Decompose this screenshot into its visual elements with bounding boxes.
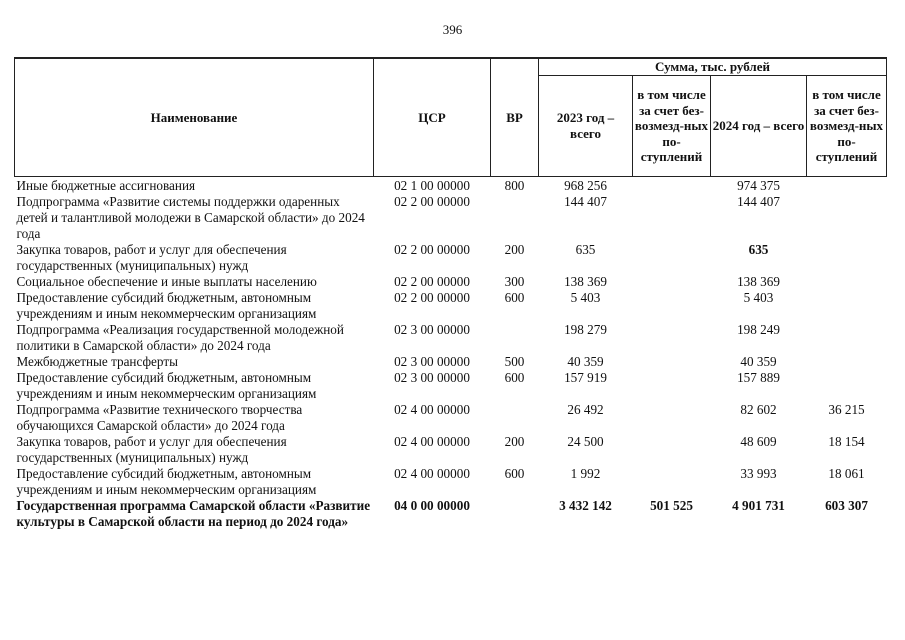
row-2024-total: 4 901 731: [732, 498, 785, 513]
row-2023-total: 138 369: [564, 274, 607, 289]
row-2023-gratuitous: [633, 354, 711, 370]
row-2023-total: 5 403: [570, 290, 601, 305]
row-2023-gratuitous: [633, 242, 711, 274]
row-vr: 600: [504, 466, 525, 481]
row-2024-total: 33 993: [740, 466, 777, 481]
row-2024-total: 144 407: [737, 194, 780, 209]
row-2024-total: 198 249: [737, 322, 780, 337]
row-2023-gratuitous: [633, 177, 711, 195]
row-2024-total: 974 375: [737, 178, 780, 193]
row-name: Подпрограмма «Реализация государственной молодежной политики в Самарской области» до 2024 года: [16, 322, 344, 353]
row-2024-gratuitous: 18 154: [828, 434, 865, 449]
header-vr: ВР: [491, 58, 539, 177]
row-csr: 02 4 00 00000: [394, 402, 470, 417]
table-row: [15, 322, 887, 354]
table-row: [15, 194, 887, 242]
row-name: Межбюджетные трансферты: [16, 354, 178, 369]
row-2023-total: 24 500: [567, 434, 604, 449]
row-2024-total: 5 403: [743, 290, 774, 305]
row-2023-gratuitous: [633, 290, 711, 322]
row-2023-total: 144 407: [564, 194, 607, 209]
header-name: Наименование: [15, 58, 374, 177]
table-row: [15, 466, 887, 498]
row-vr: 200: [504, 242, 525, 257]
row-2023-gratuitous: [633, 466, 711, 498]
row-vr: 300: [504, 274, 525, 289]
header-2023-total: 2023 год – всего: [539, 76, 633, 177]
row-2023-gratuitous: [633, 194, 711, 242]
header-sum-group: Сумма, тыс. рублей: [539, 58, 887, 76]
row-2024-total: 82 602: [740, 402, 777, 417]
row-2023-gratuitous: [633, 402, 711, 434]
header-2023-gratuitous: в том числе за счет без-возмезд-ных по-ступлений: [633, 76, 711, 177]
page-number: 396: [442, 22, 463, 37]
row-name: Закупка товаров, работ и услуг для обеспечения государственных (муниципальных) нужд: [16, 242, 287, 273]
table-row: [15, 242, 887, 274]
row-vr: 600: [504, 290, 525, 305]
row-2023-gratuitous: [633, 370, 711, 402]
row-2023-total: 40 359: [567, 354, 604, 369]
row-name: Предоставление субсидий бюджетным, автономным учреждениям и иным некоммерческим организациям: [16, 370, 317, 401]
table-row: [15, 498, 887, 530]
row-2024-total: 157 889: [737, 370, 780, 385]
row-vr: 600: [504, 370, 525, 385]
row-2024-gratuitous: [807, 370, 887, 402]
table-row: [15, 370, 887, 402]
row-2024-gratuitous: [807, 242, 887, 274]
row-2024-total: 138 369: [737, 274, 780, 289]
row-csr: 02 4 00 00000: [394, 434, 470, 449]
row-2023-total: 198 279: [564, 322, 607, 337]
header-2024-gratuitous: в том числе за счет без-возмезд-ных по-ступлений: [807, 76, 887, 177]
row-name: Предоставление субсидий бюджетным, автономным учреждениям и иным некоммерческим организациям: [16, 290, 317, 321]
budget-table: [14, 57, 887, 530]
table-row: [15, 274, 887, 290]
row-2023-total: 3 432 142: [559, 498, 612, 513]
row-2024-gratuitous: [807, 322, 887, 354]
table-row: [15, 434, 887, 466]
row-2024-gratuitous: 36 215: [828, 402, 865, 417]
row-csr: 02 2 00 00000: [394, 194, 470, 209]
table-row: [15, 290, 887, 322]
row-2023-total: 157 919: [564, 370, 607, 385]
row-2023-total: 26 492: [567, 402, 604, 417]
table-row: [15, 402, 887, 434]
row-name: Иные бюджетные ассигнования: [16, 178, 196, 193]
row-vr: [491, 194, 539, 242]
row-vr: [491, 322, 539, 354]
row-2024-gratuitous: [807, 194, 887, 242]
row-csr: 02 3 00 00000: [394, 322, 470, 337]
row-name: Подпрограмма «Развитие системы поддержки одаренных детей и талантливой молодежи в Самарской области» до 2024 года: [16, 194, 365, 241]
row-csr: 02 3 00 00000: [394, 370, 470, 385]
header-2024-total: 2024 год – всего: [711, 76, 807, 177]
header-csr: ЦСР: [374, 58, 491, 177]
row-name: Подпрограмма «Развитие технического творчества обучающихся Самарской области» до 2024 года: [16, 402, 303, 433]
row-2024-gratuitous: 603 307: [825, 498, 868, 513]
row-2023-total: 1 992: [570, 466, 601, 481]
table-row: [15, 354, 887, 370]
row-2023-total: 635: [575, 242, 596, 257]
row-2023-gratuitous: 501 525: [650, 498, 693, 513]
row-vr: 500: [504, 354, 525, 369]
row-csr: 02 2 00 00000: [394, 242, 470, 257]
row-2024-gratuitous: [807, 177, 887, 195]
row-2023-gratuitous: [633, 274, 711, 290]
row-name: Предоставление субсидий бюджетным, автономным учреждениям и иным некоммерческим организациям: [16, 466, 317, 497]
table-header: [15, 58, 887, 177]
row-2024-total: 48 609: [740, 434, 777, 449]
row-2024-gratuitous: [807, 290, 887, 322]
row-vr: [491, 402, 539, 434]
row-vr: [491, 498, 539, 530]
row-csr: 02 1 00 00000: [394, 178, 470, 193]
row-vr: 200: [504, 434, 525, 449]
row-csr: 02 4 00 00000: [394, 466, 470, 481]
row-2024-gratuitous: [807, 354, 887, 370]
row-csr: 02 2 00 00000: [394, 290, 470, 305]
row-2024-total: 40 359: [740, 354, 777, 369]
row-csr: 02 2 00 00000: [394, 274, 470, 289]
row-name: Государственная программа Самарской области «Развитие культуры в Самарской области на период до 2024 года»: [16, 498, 371, 529]
row-name: Закупка товаров, работ и услуг для обеспечения государственных (муниципальных) нужд: [16, 434, 287, 465]
row-2024-gratuitous: [807, 274, 887, 290]
row-2023-total: 968 256: [564, 178, 607, 193]
row-2023-gratuitous: [633, 322, 711, 354]
table-row: [15, 177, 887, 195]
row-2024-gratuitous: 18 061: [828, 466, 865, 481]
row-2024-total: 635: [748, 242, 769, 257]
row-2023-gratuitous: [633, 434, 711, 466]
row-name: Социальное обеспечение и иные выплаты населению: [16, 274, 317, 289]
row-vr: 800: [504, 178, 525, 193]
row-csr: 02 3 00 00000: [394, 354, 470, 369]
table-body: [15, 177, 887, 531]
row-csr: 04 0 00 00000: [394, 498, 470, 513]
